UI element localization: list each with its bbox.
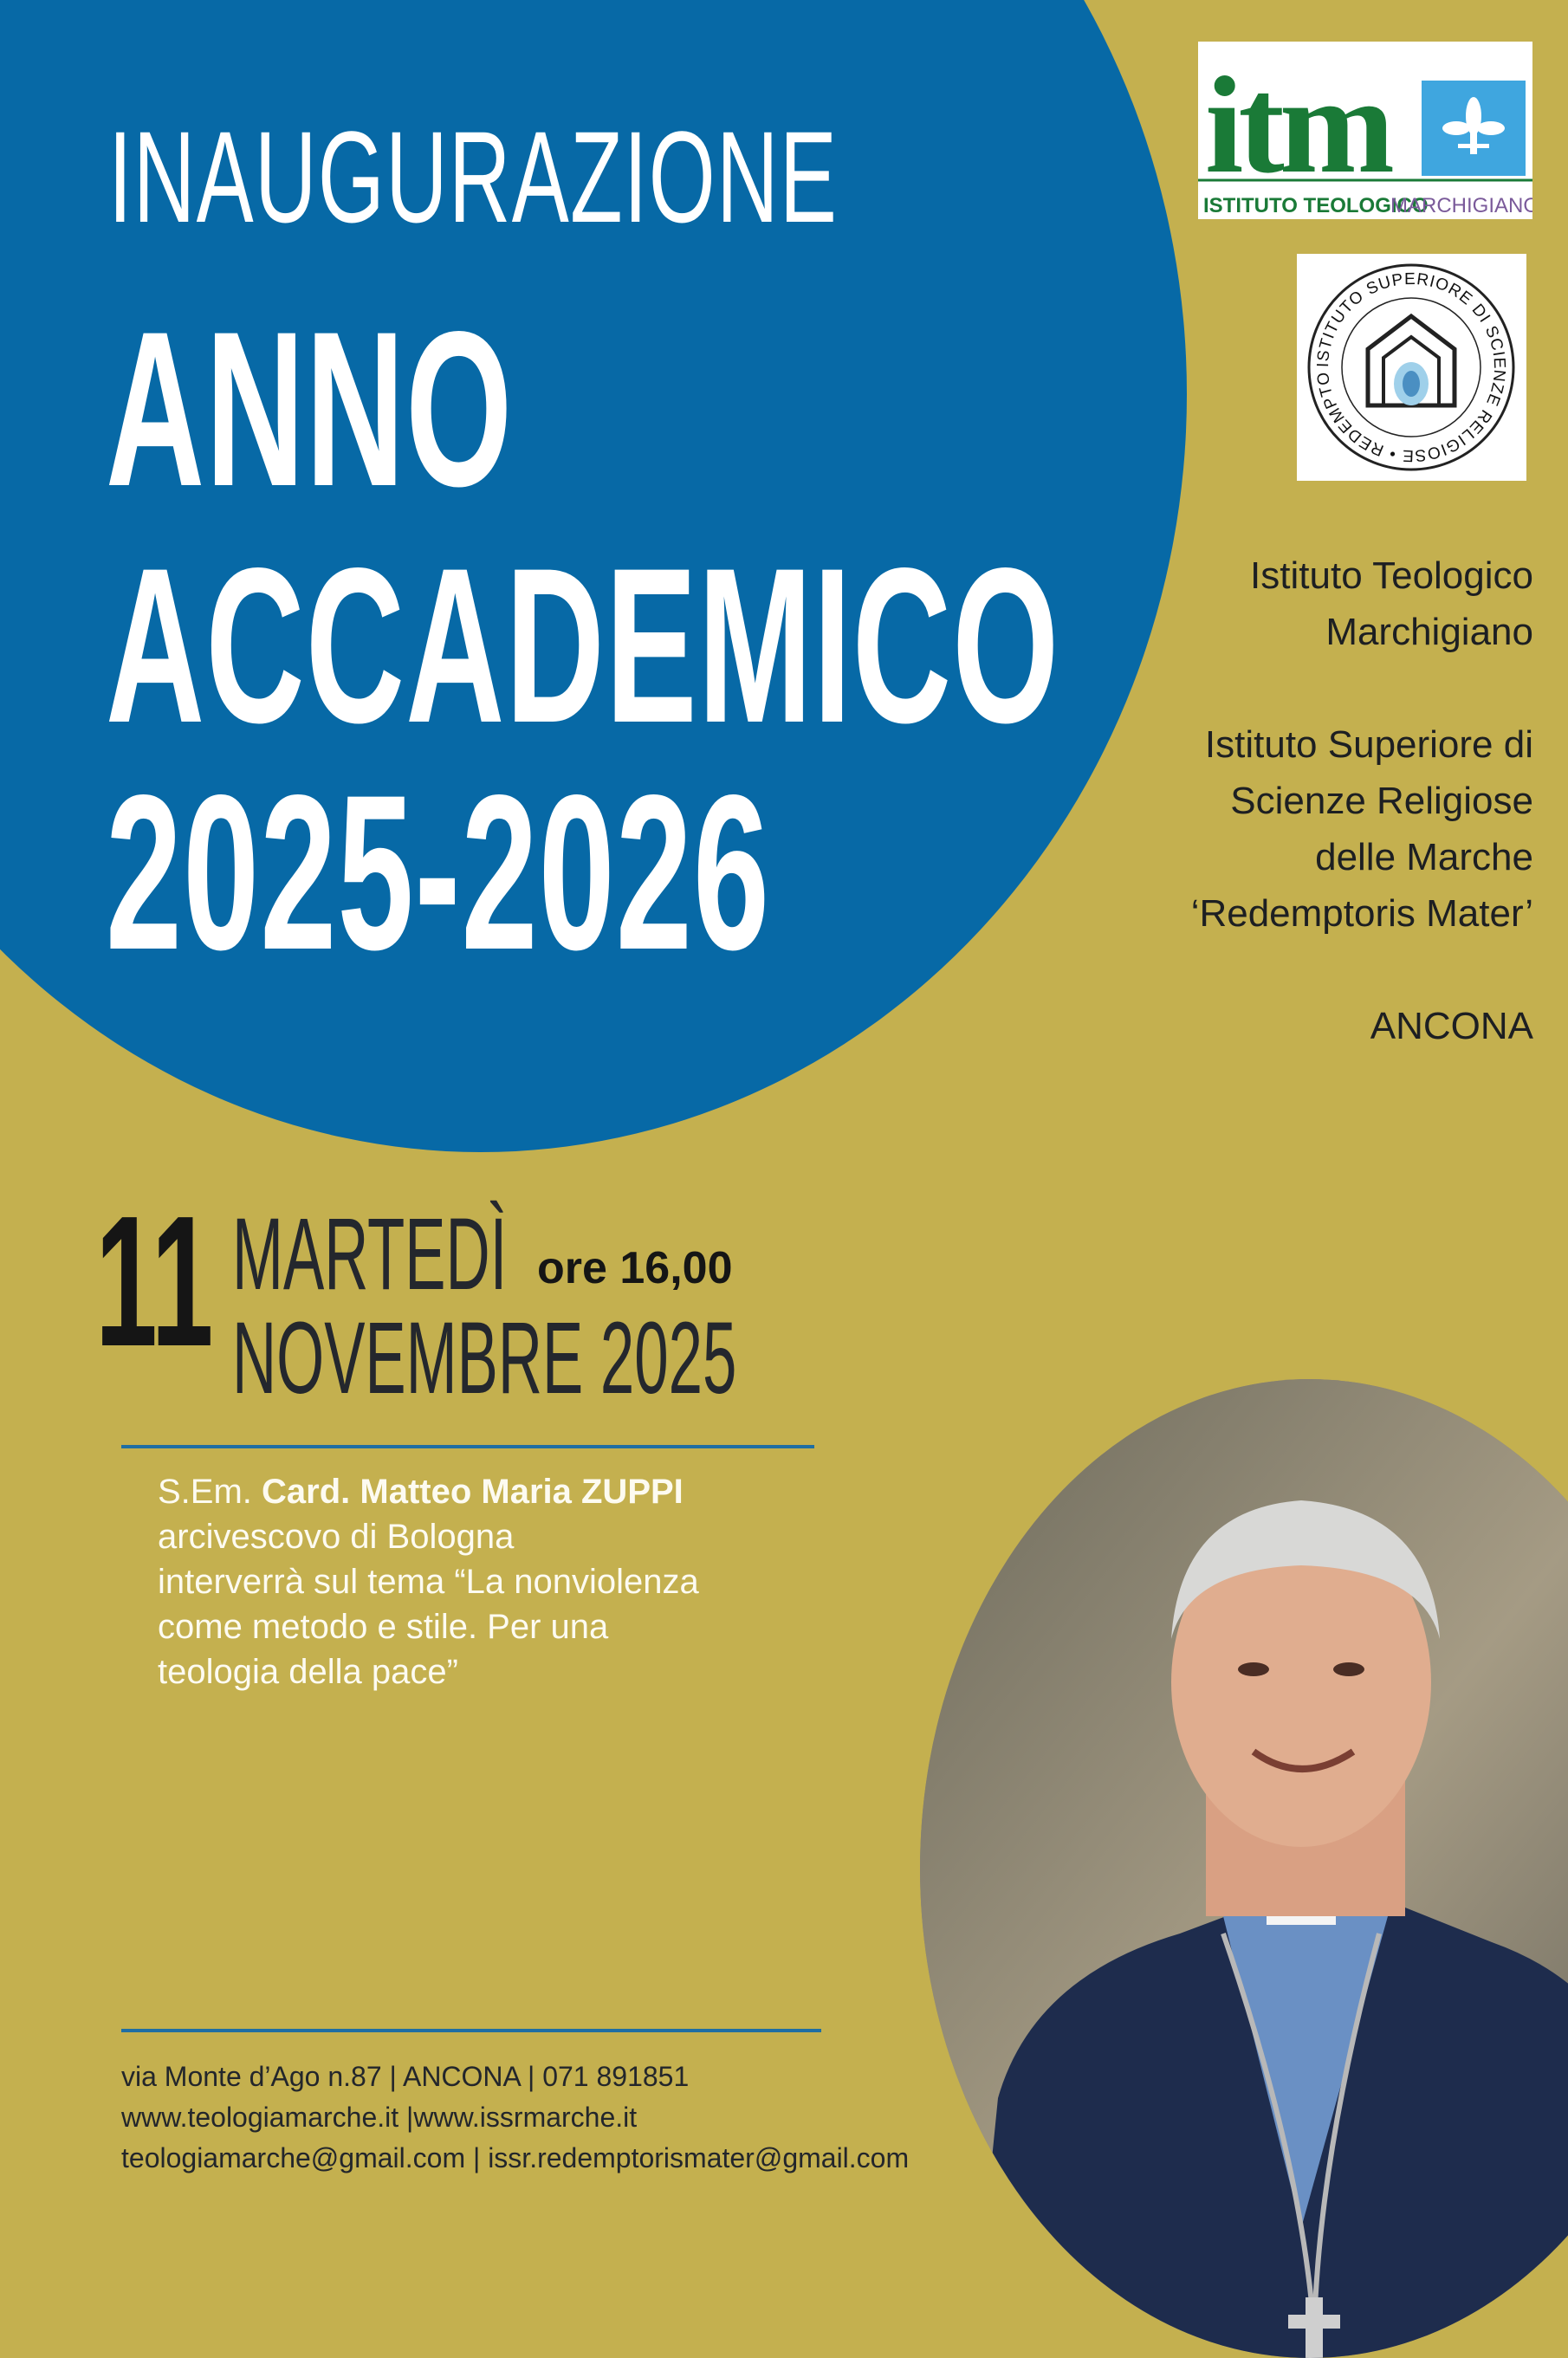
issr-seal-graphic xyxy=(1297,254,1526,481)
event-time: ore 16,00 xyxy=(537,1243,733,1293)
inauguration-heading: INAUGURAZIONE xyxy=(108,104,839,249)
speaker-name: Card. Matteo Maria ZUPPI xyxy=(262,1473,684,1511)
svg-text:MARCHIGIANO: MARCHIGIANO xyxy=(1390,194,1532,217)
divider-top xyxy=(121,1445,814,1448)
speaker-block xyxy=(158,1469,851,1694)
divider-bottom xyxy=(121,2029,821,2032)
footer-contacts xyxy=(121,2057,909,2179)
itm-logo-graphic xyxy=(1198,42,1532,219)
speaker-topic-line2: come metodo e stile. Per una xyxy=(158,1608,609,1646)
date-day-number: 11 xyxy=(95,1176,214,1385)
speaker-topic-line3: teologia della pace” xyxy=(158,1653,458,1691)
footer-emails[interactable]: teologiamarche@gmail.com | issr.redemptorismater@gmail.com xyxy=(121,2142,910,2173)
speaker-topic-line1: interverrà sul tema “La nonviolenza xyxy=(158,1563,699,1601)
svg-text:ISTITUTO TEOLOGICO: ISTITUTO TEOLOGICO xyxy=(1203,194,1429,217)
speaker-photo xyxy=(920,1379,1568,2358)
itm-name-line1: Istituto Teologico xyxy=(1250,554,1533,597)
institutions-block xyxy=(1048,547,1533,1054)
issr-name-line2: Scienze Religiose xyxy=(1230,780,1533,822)
title-years: 2025-2026 xyxy=(106,749,771,996)
issr-name-line1: Istituto Superiore di xyxy=(1204,723,1533,766)
itm-name-line2: Marchigiano xyxy=(1325,611,1533,653)
speaker-prefix: S.Em. xyxy=(158,1473,252,1511)
issr-seal-logo xyxy=(1297,254,1526,481)
city-label: ANCONA xyxy=(1370,1005,1533,1047)
date-month-year: NOVEMBRE 2025 xyxy=(232,1301,737,1415)
title-accademico: ACCADEMICO xyxy=(106,522,1060,769)
issr-name-line4: ‘Redemptoris Mater’ xyxy=(1190,892,1533,935)
svg-text:ISTITUTO SUPERIORE DI SCIENZE: ISTITUTO SUPERIORE DI SCIENZE RELIGIOSE • REDEMPTO xyxy=(1313,269,1509,465)
speaker-photo-graphic xyxy=(920,1379,1568,2358)
title-anno: ANNO xyxy=(106,286,514,533)
svg-text:itm: itm xyxy=(1205,48,1390,202)
date-weekday: MARTEDÌ xyxy=(232,1197,508,1312)
footer-websites[interactable]: www.teologiamarche.it |www.issrmarche.it xyxy=(121,2102,638,2133)
speaker-role: arcivescovo di Bologna xyxy=(158,1518,515,1556)
itm-logo xyxy=(1198,42,1532,219)
issr-name-line3: delle Marche xyxy=(1315,836,1533,878)
footer-address: via Monte d’Ago n.87 | ANCONA | 071 891851 xyxy=(121,2061,690,2092)
